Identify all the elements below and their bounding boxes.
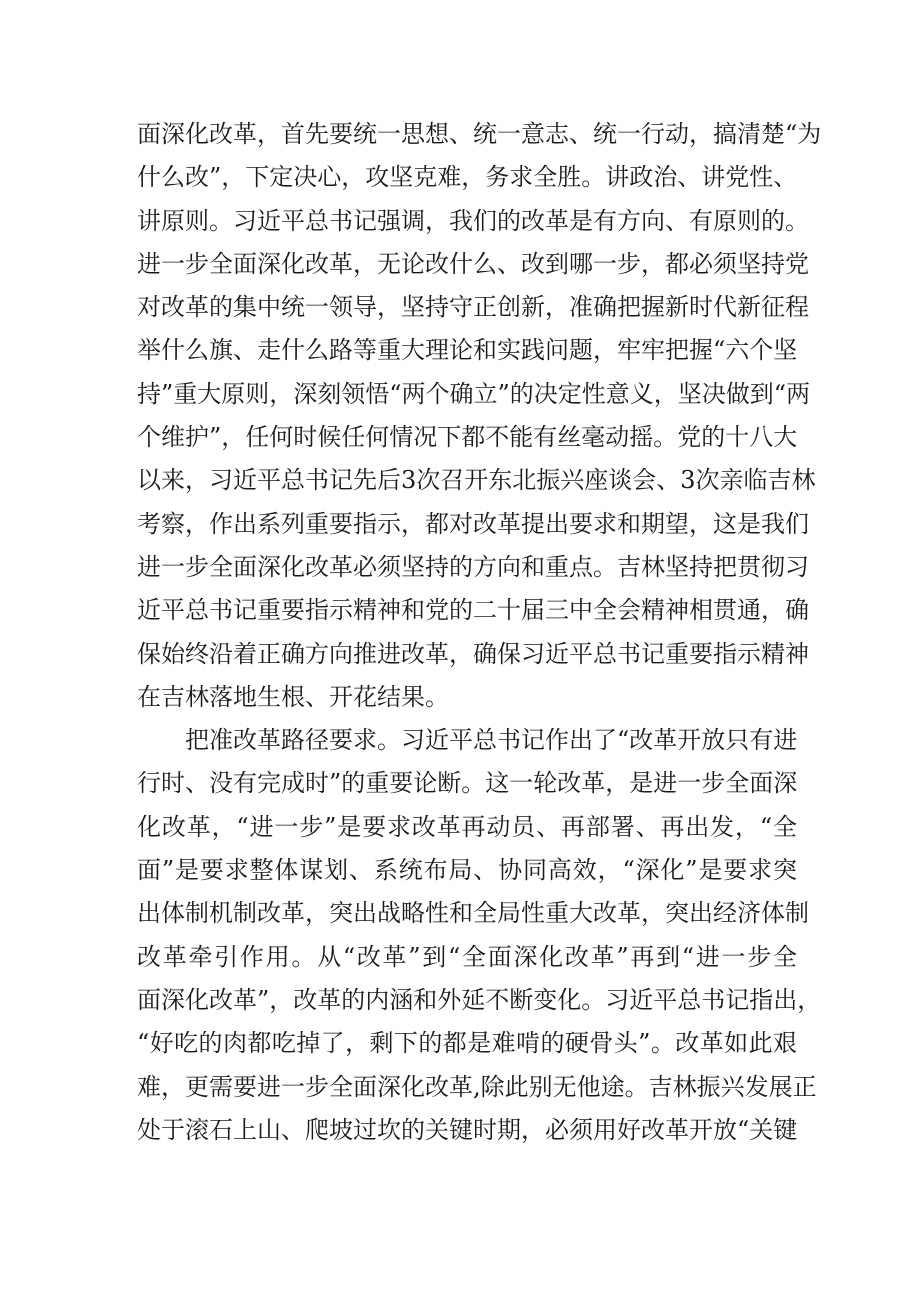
- text-line: 以来，习近平总书记先后3次召开东北振兴座谈会、3次亲临吉林: [137, 466, 816, 495]
- text-line: 进一步全面深化改革必须坚持的方向和重点。吉林坚持把贯彻习: [137, 552, 809, 581]
- paragraph-2: [137, 719, 822, 1152]
- text-line: 处于滚石上山、爬坡过坎的关键时期，必须用好改革开放“关键: [137, 1115, 798, 1144]
- text-line: 进一步全面深化改革，无论改什么、改到哪一步，都必须坚持党: [137, 249, 809, 278]
- text-line: “好吃的肉都吃掉了，剩下的都是难啃的硬骨头”。改革如此艰: [137, 1029, 797, 1058]
- text-line: 个维护”，任何时候任何情况下都不能有丝毫动摇。党的十八大: [137, 423, 798, 452]
- text-line: 面深化改革，首先要统一思想、统一意志、统一行动，搞清楚“为: [137, 120, 822, 148]
- text-line: 讲原则。习近平总书记强调，我们的改革是有方向、有原则的。: [137, 206, 809, 235]
- text-line: 改革牵引作用。从“改革”到“全面深化改革”再到“进一步全: [137, 942, 797, 971]
- text-line: 出体制机制改革，突出战略性和全局性重大改革，突出经济体制: [137, 899, 809, 928]
- text-line: 持”重大原则，深刻领悟“两个确立”的决定性意义，坚决做到“两: [137, 379, 811, 408]
- text-line: 面深化改革”，改革的内涵和外延不断变化。习近平总书记指出，: [137, 985, 822, 1014]
- text-line: 考察，作出系列重要指示，都对改革提出要求和期望，这是我们: [137, 509, 809, 538]
- text-line: 在吉林落地生根、开花结果。: [137, 682, 449, 711]
- text-line: 举什么旗、走什么路等重大理论和实践问题，牢牢把握“六个坚: [137, 336, 798, 365]
- text-line: 难，更需要进一步全面深化改革,除此别无他途。吉林振兴发展正: [137, 1072, 817, 1101]
- text-line: 什么改”，下定决心，攻坚克难，务求全胜。讲政治、讲党性、: [137, 163, 798, 192]
- text-line: 化改革，“进一步”是要求改革再动员、再部署、再出发，“全: [137, 812, 797, 841]
- text-line: 行时、没有完成时”的重要论断。这一轮改革，是进一步全面深: [137, 769, 798, 798]
- text-line: 近平总书记重要指示精神和党的二十届三中全会精神相贯通，确: [137, 596, 809, 625]
- paragraph-1: [137, 113, 822, 719]
- text-line: 把准改革路径要求。习近平总书记作出了“改革开放只有进: [185, 726, 798, 755]
- text-line: 面”是要求整体谋划、系统布局、协同高效，“深化”是要求突: [137, 856, 797, 885]
- text-line: 对改革的集中统一领导，坚持守正创新，准确把握新时代新征程: [137, 293, 809, 322]
- body-text: [137, 113, 822, 1152]
- text-line: 保始终沿着正确方向推进改革，确保习近平总书记重要指示精神: [137, 639, 809, 668]
